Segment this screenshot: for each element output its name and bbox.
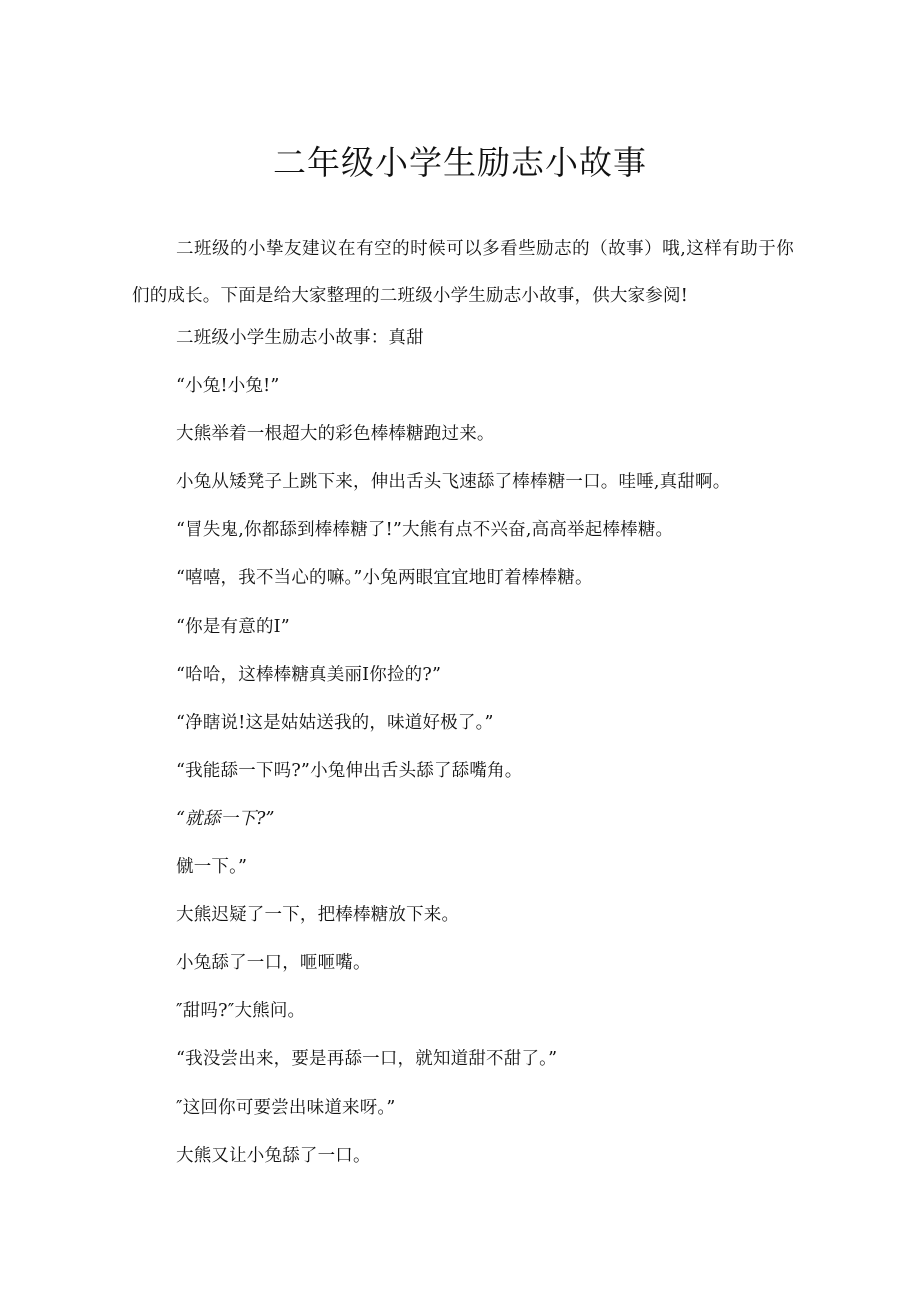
intro-paragraph: 二班级的小挚友建议在有空的时候可以多看些励志的（故事）哦,这样有助于你们的成长。下面是给大家整理的二班级小学生励志小故事，供大家参阅! — [132, 239, 794, 306]
story-line: 小兔从矮凳子上跳下来，伸出舌头飞速舔了棒棒糖一口。哇唾,真甜啊。 — [176, 472, 731, 493]
story-body — [176, 322, 816, 1188]
story-line: ″甜吗?″大熊问。 — [176, 1001, 306, 1022]
story-line: “我没尝出来，要是再舔一口，就知道甜不甜了。” — [176, 1049, 558, 1070]
story-line: “哈哈，这棒棒糖真美丽I你捡的?” — [176, 664, 442, 685]
story-line: “就舔一下?” — [176, 808, 275, 829]
story-line: “你是有意的I” — [176, 616, 290, 637]
story-heading: 二班级小学生励志小故事：真甜 — [176, 328, 424, 348]
story-line: “我能舔一下吗?”小兔伸出舌头舔了舔嘴角。 — [176, 760, 523, 781]
page-title: 二年级小学生励志小故事 — [273, 143, 647, 182]
story-line: “嘻嘻，我不当心的嘛。”小兔两眼宜宜地盯着棒棒糖。 — [176, 568, 593, 589]
story-line: “净瞎说!这是姑姑送我的，味道好极了。” — [176, 712, 494, 733]
story-line: 小兔舔了一口，咂咂嘴。 — [176, 953, 371, 974]
story-line: “小兔!小兔!” — [176, 376, 280, 397]
story-line: 大熊迟疑了一下，把棒棒糖放下来。 — [176, 905, 460, 926]
story-line: ″这回你可要尝出味道来呀。” — [176, 1097, 396, 1118]
story-line: “冒失鬼,你都舔到棒棒糖了!”大熊有点不兴奋,高高举起棒棒糖。 — [176, 520, 674, 541]
story-line: 大熊举着一根超大的彩色棒棒糖跑过来。 — [176, 424, 495, 445]
story-line: 大熊又让小兔舔了一口。 — [176, 1145, 371, 1166]
story-line: 僦一下。” — [176, 857, 248, 878]
